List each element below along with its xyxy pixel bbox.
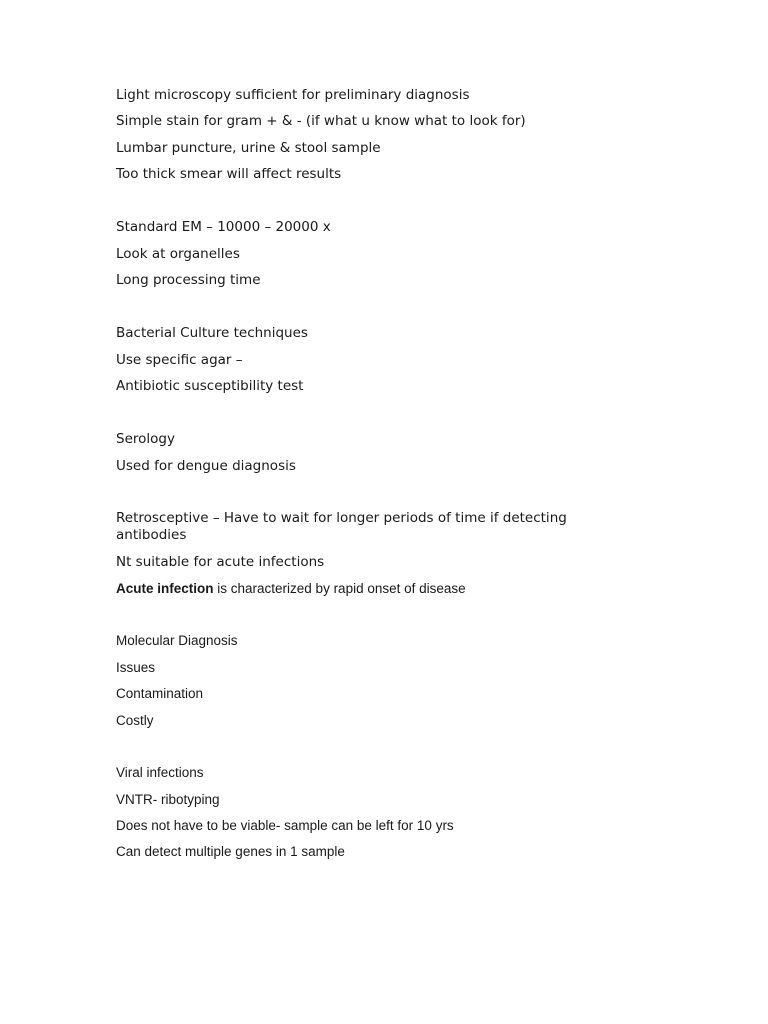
text-line: Standard EM – 10000 – 20000 x	[116, 219, 331, 235]
text-line: VNTR- ribotyping	[116, 792, 220, 807]
text-line: Bacterial Culture techniques	[116, 325, 308, 341]
text-line: Lumbar puncture, urine & stool sample	[116, 140, 381, 156]
text-line: Can detect multiple genes in 1 sample	[116, 844, 345, 859]
text-line: Contamination	[116, 686, 204, 701]
text-line: Too thick smear will affect results	[116, 166, 342, 182]
definition-line	[116, 580, 636, 598]
text-line: Nt suitable for acute infections	[116, 554, 325, 570]
text-line: Used for dengue diagnosis	[116, 458, 296, 474]
text-line: Simple stain for gram + & - (if what u know what to look for)	[116, 113, 526, 129]
text-line: Serology	[116, 431, 175, 447]
text-line: Look at organelles	[116, 246, 240, 262]
text-line: Does not have to be viable- sample can be left for 10 yrs	[116, 818, 454, 833]
text-line: Antibiotic susceptibility test	[116, 378, 304, 394]
text-line: Retrosceptive – Have to wait for longer periods of time if detecting antibodies	[116, 510, 567, 543]
text-line: Long processing time	[116, 272, 261, 288]
text-line: Costly	[116, 713, 154, 728]
definition-term: Acute infection	[116, 581, 214, 596]
text-line: Molecular Diagnosis	[116, 633, 238, 648]
definition-text: is characterized by rapid onset of disease	[213, 581, 466, 596]
text-line: Viral infections	[116, 765, 204, 780]
text-line: Light microscopy sufficient for preliminary diagnosis	[116, 87, 470, 103]
text-line: Use specific agar –	[116, 352, 243, 368]
text-line: Issues	[116, 660, 156, 675]
